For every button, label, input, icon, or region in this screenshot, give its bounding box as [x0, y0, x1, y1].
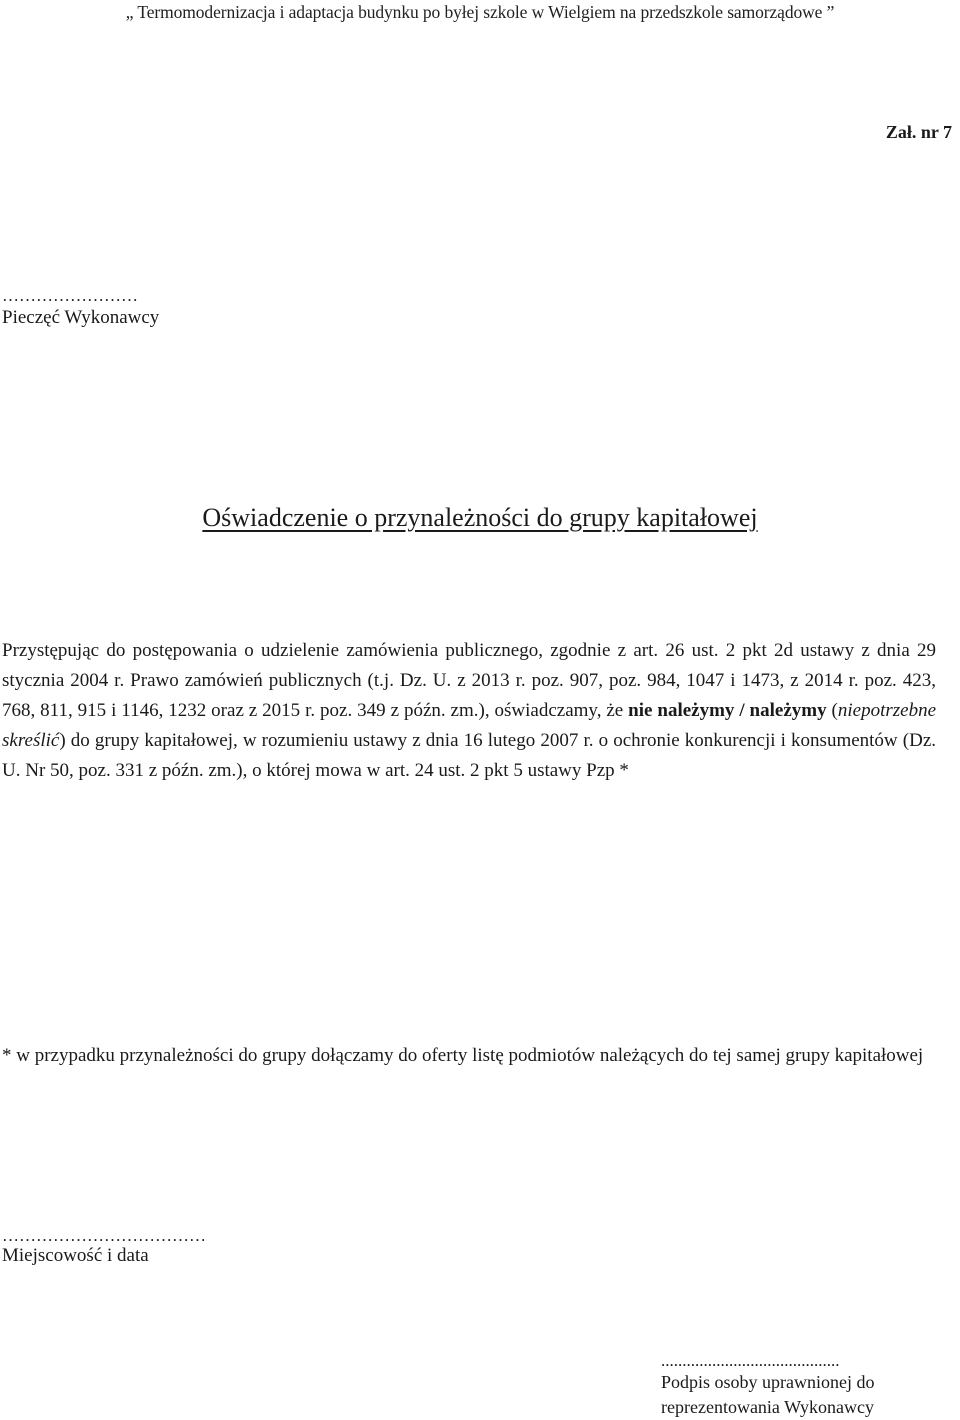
signature-block — [661, 1352, 941, 1420]
annex-number: Zał. nr 7 — [885, 122, 952, 142]
declaration-choice: nie należymy / należymy — [628, 700, 827, 721]
document-header: „ Termomodernizacja i adaptacja budynku po byłej szkole w Wielgiem na przedszkole samorządowe ” — [125, 2, 835, 22]
place-date-dotted-line: ……………………………… — [2, 1226, 206, 1245]
stamp-label: Pieczęć Wykonawcy — [2, 307, 160, 328]
footnote: * w przypadku przynależności do grupy dołączamy do oferty listę podmiotów należących do tej samej grupy kapitałowej — [2, 1045, 924, 1066]
place-date-label: Miejscowość i data — [2, 1245, 149, 1266]
declaration-text-3: ) do grupy kapitałowej, w rozumieniu ustawy z dnia 16 lutego 2007 r. o ochronie konkurencji i konsumentów (Dz. U. Nr 50, poz. 331 z późn. zm.), o której mowa w art. 24 ust. 2 pkt 5 ustawy Pzp * — [2, 730, 936, 781]
signature-dotted-line: .......................................... — [661, 1351, 840, 1370]
signature-label-line-2: reprezentowania Wykonawcy — [661, 1397, 874, 1417]
stamp-dotted-line: …………………… — [2, 286, 138, 305]
declaration-paragraph — [2, 636, 936, 786]
declaration-note: niepotrzebne skreślić — [2, 700, 937, 751]
signature-label-line-1: Podpis osoby uprawnionej do — [661, 1372, 875, 1392]
declaration-text-2: ( — [826, 700, 838, 721]
declaration-text-1: Przystępując do postępowania o udzielenie zamówienia publicznego, zgodnie z art. 26 ust. 2 pkt 2d ustawy z dnia 29 stycznia 2004 r. Prawo zamówień publicznych (t.j. Dz. U. z 2013 r. poz. 907, poz. 984, 1047 i 1473, z 2014 r. poz. 423, 768, 811, 915 i 1146, 1232 oraz z 2015 r. poz. 349 z późn. zm.), oświadczamy, że — [2, 640, 936, 721]
document-title: Oświadczenie o przynależności do grupy kapitałowej — [202, 503, 758, 532]
